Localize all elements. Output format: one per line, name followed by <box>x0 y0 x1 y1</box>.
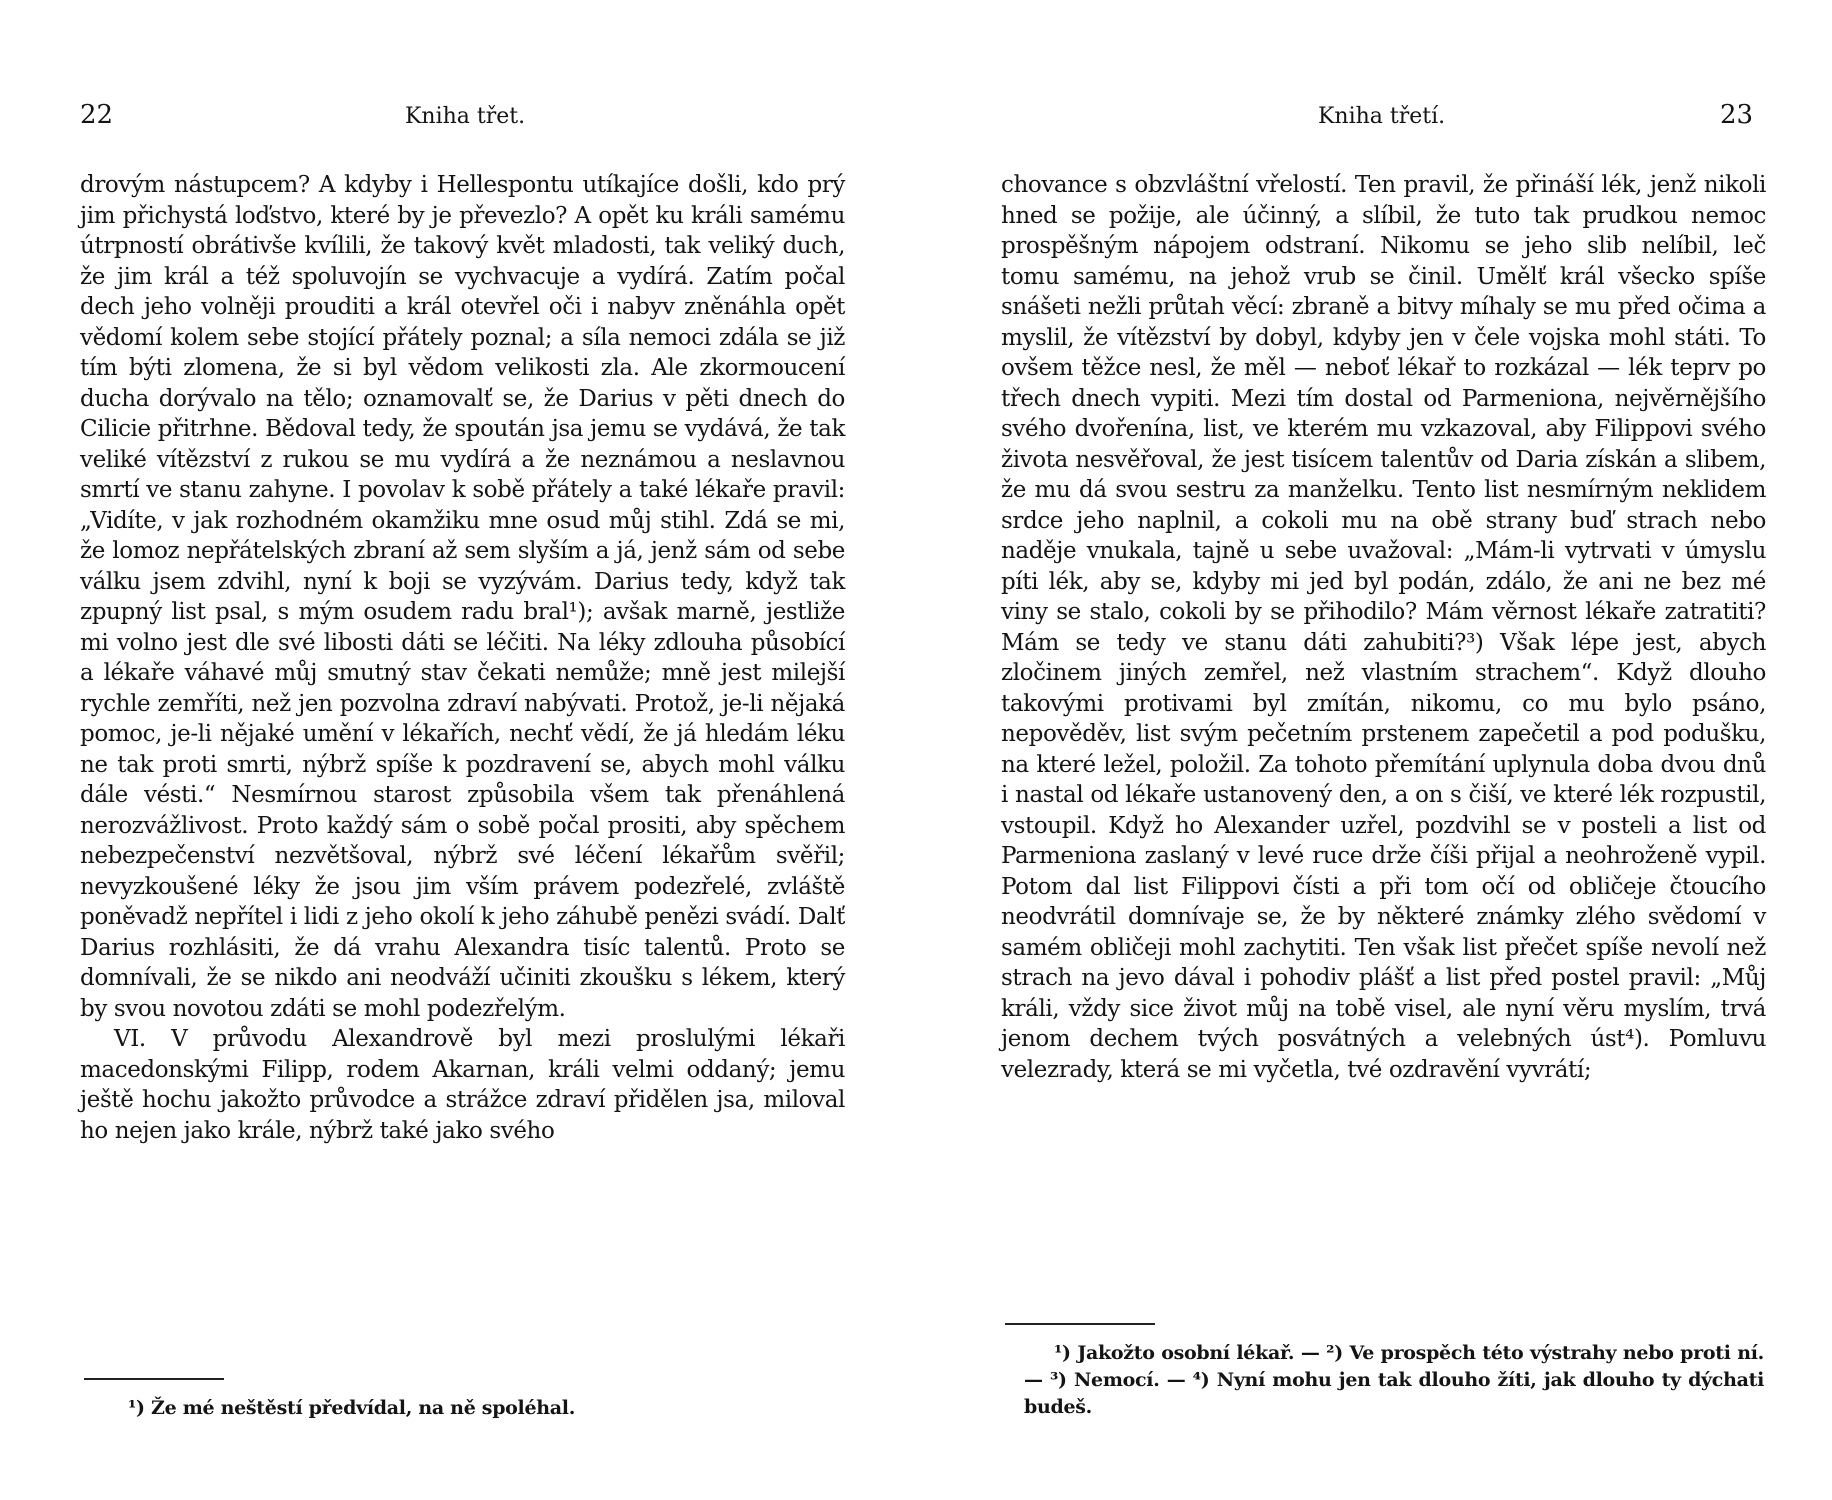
page-number: 23 <box>1720 100 1754 130</box>
body-text <box>1001 170 1766 1085</box>
right-page <box>916 0 1832 1500</box>
footnote-divider <box>84 1378 224 1380</box>
body-text <box>80 170 845 1146</box>
running-head: Kniha třet. <box>405 104 526 129</box>
paragraph: VI. V průvodu Alexandrově byl mezi proslulými lékaři macedonskými Filipp, rodem Akarnan, králi velmi oddaný; jemu ještě hochu jakožto průvodce a strážce zdraví přidělen jsa, miloval ho nejen jako krále, nýbrž také jako svého <box>80 1026 845 1144</box>
running-head: Kniha třetí. <box>1318 104 1446 129</box>
footnote: ¹) Jakožto osobní lékař. — ²) Ve prospěch této výstrahy nebo proti ní. — ³) Nemocí. — ⁴) Nyní mohu jen tak dlouho žíti, jak dlouho ty dýchati budeš. <box>1024 1342 1764 1418</box>
paragraph: chovance s obzvláštní vřelostí. Ten pravil, že přináší lék, jenž nikoli hned se požije, ale účinný, a slíbil, že tuto tak prudkou nemoc prospěšným nápojem odstraní. Nikomu se jeho slib nelíbil, leč tomu samému, na jehož vrub se činil. Umělť král všecko spíše snášeti nežli průtah věcí: zbraně a bitvy míhaly se mu před očima a myslil, že vítězství by dobyl, kdyby jen v čele vojska mohl státi. To ovšem těžce nesl, že měl — neboť lékař to rozkázal — lék teprv po třech dnech vypiti. Mezi tím dostal od Parmeniona, nejvěrnějšího svého dvořenína, list, ve kterém mu vzkazoval, aby Filippovi svého života nesvěřoval, že jest tisícem talentův od Daria získán a slibem, že mu dá svou sestru za manželku. Tento list nesmírným neklidem srdce jeho naplnil, a cokoli mu na obě strany buď strach nebo naděje vnukala, tajně u sebe uvažoval: „Mám-li vytrvati v úmyslu píti lék, aby se, kdyby mi jed byl podán, zdálo, že ani ne bez mé viny se stalo, cokoli by se přihodilo? Mám věrnost lékaře zatratiti? Mám se tedy ve stanu dáti zahubiti?³) Však lépe jest, abych zločinem jiných zemřel, než vlastním strachem“. Když dlouho takovými protivami byl zmítán, nikomu, co mu bylo psáno, nepověděv, list svým pečetním prstenem zapečetil a pod podušku, na které ležel, položil. Za tohoto přemítání uplynula doba dvou dnů i nastal od lékaře ustanovený den, a on s čiší, ve které lék rozpustil, vstoupil. Když ho Alexander uzřel, pozdvihl se v posteli a list od Parmeniona zaslaný v levé ruce drže číši přijal a neohroženě vypil. Potom dal list Filippovi čísti a při tom očí od obličeje čtoucího neodvrátil domnívaje se, že by některé známky zlého svědomí v samém obličeji mohl zachytiti. Ten však list přečet spíše nevolí než strach na jevo dával i pohodiv plášť a list před postel pravil: „Můj králi, vždy sice život můj na tobě visel, ale nyní věru myslím, trvá jenom dechem tvých posvátných a velebných úst⁴). Pomluvu velezrady, která se mi vyčetla, tvé ozdravění vyvrátí; <box>1001 172 1766 1083</box>
footnote-divider <box>1005 1323 1155 1325</box>
footnotes <box>128 1395 828 1422</box>
footnotes <box>1024 1340 1764 1421</box>
paragraph: drovým nástupcem? A kdyby i Hellespontu utíkajíce došli, kdo prý jim přichystá loďstvo, které by je převezlo? A opět ku králi samému útrpností obrátivše kvílili, že takový květ mladosti, tak veliký duch, že jim král a též spoluvojín se vychvacuje a vydírá. Zatím počal dech jeho volněji prouditi a král otevřel oči i nabyv zněnáhla opět vědomí kolem sebe stojící přátely poznal; a síla nemoci zdála se již tím býti zlomena, že si byl vědom velikosti zla. Ale zkormoucení ducha dorývalo na tělo; oznamovalť se, že Darius v pěti dnech do Cilicie přitrhne. Bědoval tedy, že spoután jsa jemu se vydává, že tak veliké vítězství z rukou se mu vydírá a že neznámou a neslavnou smrtí ve stanu zahyne. I povolav k sobě přátely a také lékaře pravil: „Vidíte, v jak rozhodném okamžiku mne osud můj stihl. Zdá se mi, že lomoz nepřátelských zbraní až sem slyším a já, jenž sám od sebe válku jsem zdvihl, nyní k boji se vyzývám. Darius tedy, když tak zpupný list psal, s mým osudem radu bral¹); avšak marně, jestliže mi volno jest dle své libosti dáti se léčiti. Na léky zdlouha působící a lékaře váhavé můj smutný stav čekati nemůže; mně jest milejší rychle zemříti, než jen pozvolna zdraví nabývati. Protož, je-li nějaká pomoc, je-li nějaké umění v lékařích, nechť vědí, že já hledám léku ne tak proti smrti, nýbrž spíše k pozdravení se, abych mohl válku dále vésti.“ Nesmírnou starost způsobila všem tak přenáhlená nerozvážlivost. Proto každý sám o sobě počal prositi, aby spěchem nebezpečenství nezvětšoval, nýbrž své léčení lékařům svěřil; nevyzkoušené léky že jsou jim vším právem podezřelé, zvláště poněvadž nepřítel i lidi z jeho okolí k jeho záhubě penězi svádí. Dalť Darius rozhlásiti, že dá vrahu Alexandra tisíc talentů. Proto se domnívali, že se nikdo ani neodváží učiniti zkoušku s lékem, který by svou novotou zdáti se mohl podezřelým. <box>80 172 845 1022</box>
footnote: ¹) Že mé neštěstí předvídal, na ně spoléhal. <box>128 1397 576 1419</box>
page-number: 22 <box>80 100 114 130</box>
